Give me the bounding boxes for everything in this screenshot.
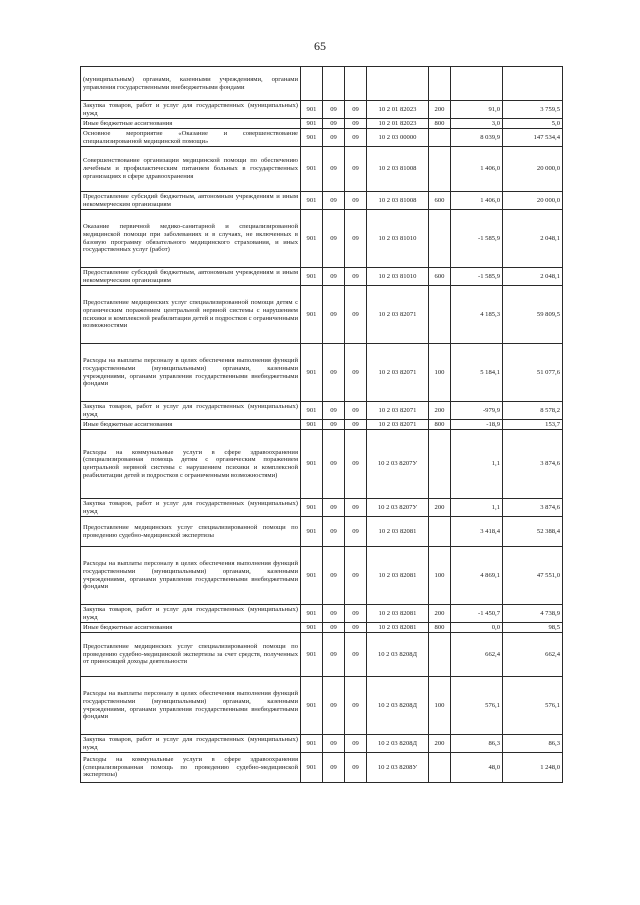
amount-total: 52 388,4 <box>503 517 563 547</box>
table-row <box>81 147 563 192</box>
amount-change: 86,3 <box>451 735 503 753</box>
amount-total: 3 874,6 <box>503 499 563 517</box>
section-code: 09 <box>323 268 345 286</box>
ministry-code: 901 <box>301 286 323 344</box>
ministry-code <box>301 67 323 101</box>
expense-type-code: 200 <box>429 402 451 420</box>
row-name: Закупка товаров, работ и услуг для государственных (муниципальных) нужд <box>81 735 301 753</box>
amount-total: 8 578,2 <box>503 402 563 420</box>
target-article-code: 10 2 03 81010 <box>367 268 429 286</box>
table-row <box>81 735 563 753</box>
section-code: 09 <box>323 430 345 499</box>
amount-change: -979,9 <box>451 402 503 420</box>
table-row <box>81 499 563 517</box>
expense-type-code <box>429 67 451 101</box>
target-article-code: 10 2 03 82081 <box>367 547 429 605</box>
expense-type-code <box>429 286 451 344</box>
amount-total: 147 534,4 <box>503 129 563 147</box>
amount-change: 4 869,1 <box>451 547 503 605</box>
row-name: Оказание первичной медико-санитарной и специализированной медицинской помощи при заболеваниях и в случаях, не включенных в базовую программу обязательного медицинского страхования, и иных государственных услуг (работ) <box>81 210 301 268</box>
amount-change: 3 418,4 <box>451 517 503 547</box>
table-row <box>81 420 563 430</box>
ministry-code: 901 <box>301 517 323 547</box>
budget-table <box>80 66 563 783</box>
subsection-code: 09 <box>345 344 367 402</box>
expense-type-code: 100 <box>429 344 451 402</box>
target-article-code: 10 2 03 8208У <box>367 753 429 783</box>
amount-total: 59 809,5 <box>503 286 563 344</box>
amount-change: 4 185,3 <box>451 286 503 344</box>
budget-table-body <box>81 67 563 783</box>
section-code: 09 <box>323 753 345 783</box>
amount-total <box>503 67 563 101</box>
ministry-code: 901 <box>301 119 323 129</box>
expense-type-code: 200 <box>429 735 451 753</box>
amount-total: 2 048,1 <box>503 210 563 268</box>
amount-total: 2 048,1 <box>503 268 563 286</box>
expense-type-code <box>429 753 451 783</box>
row-name: Предоставление медицинских услуг специализированной помощи детям с органическим поражением центральной нервной системы с нарушением психики и комплексной реабилитации детей и подростков с ограниченными возможностями <box>81 286 301 344</box>
row-name: Предоставление медицинских услуг специализированной помощи по проведению судебно-медицинской экспертизы за счет средств, полученных от приносящей доходы деятельности <box>81 633 301 677</box>
subsection-code <box>345 67 367 101</box>
expense-type-code <box>429 129 451 147</box>
target-article-code: 10 2 01 82023 <box>367 119 429 129</box>
target-article-code: 10 2 03 8208Д <box>367 735 429 753</box>
row-name: Совершенствование организации медицинской помощи по обеспечению лечебным и профилактическим питанием больных в государственных организациях в сфере здравоохранения <box>81 147 301 192</box>
amount-total: 51 077,6 <box>503 344 563 402</box>
amount-change: 1 406,0 <box>451 147 503 192</box>
ministry-code: 901 <box>301 147 323 192</box>
amount-change: 576,1 <box>451 677 503 735</box>
target-article-code: 10 2 03 8207У <box>367 430 429 499</box>
section-code: 09 <box>323 210 345 268</box>
amount-change: 0,0 <box>451 623 503 633</box>
section-code: 09 <box>323 735 345 753</box>
expense-type-code: 600 <box>429 268 451 286</box>
page-number: 65 <box>314 39 326 53</box>
table-row <box>81 129 563 147</box>
section-code: 09 <box>323 623 345 633</box>
expense-type-code <box>429 517 451 547</box>
row-name: Иные бюджетные ассигнования <box>81 119 301 129</box>
table-row <box>81 286 563 344</box>
ministry-code: 901 <box>301 268 323 286</box>
target-article-code: 10 2 03 8208Д <box>367 633 429 677</box>
expense-type-code: 200 <box>429 101 451 119</box>
table-row <box>81 210 563 268</box>
expense-type-code <box>429 210 451 268</box>
section-code: 09 <box>323 147 345 192</box>
expense-type-code: 800 <box>429 623 451 633</box>
amount-total: 98,5 <box>503 623 563 633</box>
subsection-code: 09 <box>345 677 367 735</box>
row-name: Закупка товаров, работ и услуг для государственных (муниципальных) нужд <box>81 605 301 623</box>
target-article-code: 10 2 03 82071 <box>367 420 429 430</box>
target-article-code: 10 2 03 81010 <box>367 210 429 268</box>
ministry-code: 901 <box>301 101 323 119</box>
target-article-code: 10 2 03 82071 <box>367 344 429 402</box>
table-row <box>81 677 563 735</box>
target-article-code: 10 2 03 81008 <box>367 147 429 192</box>
ministry-code: 901 <box>301 633 323 677</box>
amount-total: 3 759,5 <box>503 101 563 119</box>
amount-change: -1 450,7 <box>451 605 503 623</box>
ministry-code: 901 <box>301 623 323 633</box>
table-row <box>81 67 563 101</box>
subsection-code: 09 <box>345 286 367 344</box>
ministry-code: 901 <box>301 129 323 147</box>
section-code: 09 <box>323 344 345 402</box>
amount-change: -1 585,9 <box>451 268 503 286</box>
target-article-code: 10 2 03 82081 <box>367 517 429 547</box>
section-code: 09 <box>323 605 345 623</box>
section-code: 09 <box>323 499 345 517</box>
amount-total: 47 551,0 <box>503 547 563 605</box>
ministry-code: 901 <box>301 420 323 430</box>
subsection-code: 09 <box>345 517 367 547</box>
row-name: Предоставление субсидий бюджетным, автономным учреждениям и иным некоммерческим организациям <box>81 268 301 286</box>
expense-type-code <box>429 430 451 499</box>
section-code: 09 <box>323 517 345 547</box>
amount-change: 1 406,0 <box>451 192 503 210</box>
ministry-code: 901 <box>301 402 323 420</box>
row-name: Закупка товаров, работ и услуг для государственных (муниципальных) нужд <box>81 402 301 420</box>
section-code: 09 <box>323 547 345 605</box>
section-code: 09 <box>323 402 345 420</box>
ministry-code: 901 <box>301 677 323 735</box>
row-name: Основное мероприятие «Оказание и совершенствование специализированной медицинской помощи» <box>81 129 301 147</box>
row-name: Расходы на коммунальные услуги в сфере здравоохранения (специализированная помощь детям с органическим поражением центральной нервной системы с нарушением психики и комплексной реабилитации детей и подростков с ограниченными возможностями) <box>81 430 301 499</box>
row-name: Закупка товаров, работ и услуг для государственных (муниципальных) нужд <box>81 499 301 517</box>
table-row <box>81 402 563 420</box>
amount-total: 5,0 <box>503 119 563 129</box>
table-row <box>81 547 563 605</box>
amount-total: 20 000,0 <box>503 192 563 210</box>
row-name: Расходы на коммунальные услуги в сфере здравоохранения (специализированная помощь по проведению судебно-медицинской экспертизы) <box>81 753 301 783</box>
ministry-code: 901 <box>301 605 323 623</box>
table-row <box>81 753 563 783</box>
ministry-code: 901 <box>301 753 323 783</box>
amount-total: 3 874,6 <box>503 430 563 499</box>
subsection-code: 09 <box>345 420 367 430</box>
amount-total: 576,1 <box>503 677 563 735</box>
target-article-code: 10 2 03 82081 <box>367 605 429 623</box>
amount-total: 86,3 <box>503 735 563 753</box>
row-name: Расходы на выплаты персоналу в целях обеспечения выполнения функций государственными (муниципальными) органами, казенными учреждениями, органами управления государственными внебюджетными фондами <box>81 677 301 735</box>
subsection-code: 09 <box>345 129 367 147</box>
section-code: 09 <box>323 286 345 344</box>
amount-total: 1 248,0 <box>503 753 563 783</box>
section-code: 09 <box>323 129 345 147</box>
subsection-code: 09 <box>345 623 367 633</box>
amount-change: 48,0 <box>451 753 503 783</box>
section-code: 09 <box>323 192 345 210</box>
subsection-code: 09 <box>345 402 367 420</box>
section-code: 09 <box>323 420 345 430</box>
amount-total: 4 738,9 <box>503 605 563 623</box>
table-row <box>81 101 563 119</box>
amount-change: 3,0 <box>451 119 503 129</box>
target-article-code: 10 2 01 82023 <box>367 101 429 119</box>
section-code: 09 <box>323 677 345 735</box>
row-name: Иные бюджетные ассигнования <box>81 623 301 633</box>
amount-total: 153,7 <box>503 420 563 430</box>
expense-type-code: 600 <box>429 192 451 210</box>
expense-type-code: 100 <box>429 547 451 605</box>
amount-change: 1,1 <box>451 499 503 517</box>
table-row <box>81 623 563 633</box>
section-code: 09 <box>323 119 345 129</box>
target-article-code: 10 2 03 8208Д <box>367 677 429 735</box>
subsection-code: 09 <box>345 430 367 499</box>
amount-change: -1 585,9 <box>451 210 503 268</box>
expense-type-code: 200 <box>429 499 451 517</box>
expense-type-code: 100 <box>429 677 451 735</box>
subsection-code: 09 <box>345 147 367 192</box>
expense-type-code: 200 <box>429 605 451 623</box>
row-name: (муниципальным) органами, казенными учреждениями, органами управления государственными внебюджетными фондами <box>81 67 301 101</box>
ministry-code: 901 <box>301 430 323 499</box>
amount-change <box>451 67 503 101</box>
table-row <box>81 119 563 129</box>
row-name: Предоставление субсидий бюджетным, автономным учреждениям и иным некоммерческим организациям <box>81 192 301 210</box>
subsection-code: 09 <box>345 547 367 605</box>
expense-type-code: 800 <box>429 420 451 430</box>
ministry-code: 901 <box>301 192 323 210</box>
amount-change: 1,1 <box>451 430 503 499</box>
subsection-code: 09 <box>345 753 367 783</box>
row-name: Расходы на выплаты персоналу в целях обеспечения выполнения функций государственными (муниципальными) органами, казенными учреждениями, органами управления государственными внебюджетными фондами <box>81 344 301 402</box>
table-row <box>81 605 563 623</box>
amount-change: 8 039,9 <box>451 129 503 147</box>
row-name: Иные бюджетные ассигнования <box>81 420 301 430</box>
ministry-code: 901 <box>301 499 323 517</box>
subsection-code: 09 <box>345 119 367 129</box>
section-code <box>323 67 345 101</box>
expense-type-code <box>429 147 451 192</box>
amount-change: 5 184,1 <box>451 344 503 402</box>
row-name: Расходы на выплаты персоналу в целях обеспечения выполнения функций государственными (муниципальными) органами, казенными учреждениями, органами управления государственными внебюджетными фондами <box>81 547 301 605</box>
subsection-code: 09 <box>345 605 367 623</box>
target-article-code <box>367 67 429 101</box>
table-row <box>81 430 563 499</box>
row-name: Предоставление медицинских услуг специализированной помощи по проведению судебно-медицинской экспертизы <box>81 517 301 547</box>
amount-total: 20 000,0 <box>503 147 563 192</box>
amount-total: 662,4 <box>503 633 563 677</box>
subsection-code: 09 <box>345 499 367 517</box>
row-name: Закупка товаров, работ и услуг для государственных (муниципальных) нужд <box>81 101 301 119</box>
target-article-code: 10 2 03 82071 <box>367 286 429 344</box>
expense-type-code <box>429 633 451 677</box>
table-row <box>81 517 563 547</box>
subsection-code: 09 <box>345 633 367 677</box>
subsection-code: 09 <box>345 268 367 286</box>
amount-change: 662,4 <box>451 633 503 677</box>
target-article-code: 10 2 03 81008 <box>367 192 429 210</box>
target-article-code: 10 2 03 00000 <box>367 129 429 147</box>
ministry-code: 901 <box>301 344 323 402</box>
table-row <box>81 192 563 210</box>
ministry-code: 901 <box>301 735 323 753</box>
section-code: 09 <box>323 101 345 119</box>
target-article-code: 10 2 03 8207У <box>367 499 429 517</box>
ministry-code: 901 <box>301 547 323 605</box>
subsection-code: 09 <box>345 101 367 119</box>
amount-change: 91,0 <box>451 101 503 119</box>
amount-change: -18,9 <box>451 420 503 430</box>
section-code: 09 <box>323 633 345 677</box>
target-article-code: 10 2 03 82071 <box>367 402 429 420</box>
subsection-code: 09 <box>345 735 367 753</box>
ministry-code: 901 <box>301 210 323 268</box>
subsection-code: 09 <box>345 192 367 210</box>
table-row <box>81 344 563 402</box>
table-row <box>81 633 563 677</box>
table-row <box>81 268 563 286</box>
subsection-code: 09 <box>345 210 367 268</box>
expense-type-code: 800 <box>429 119 451 129</box>
target-article-code: 10 2 03 82081 <box>367 623 429 633</box>
